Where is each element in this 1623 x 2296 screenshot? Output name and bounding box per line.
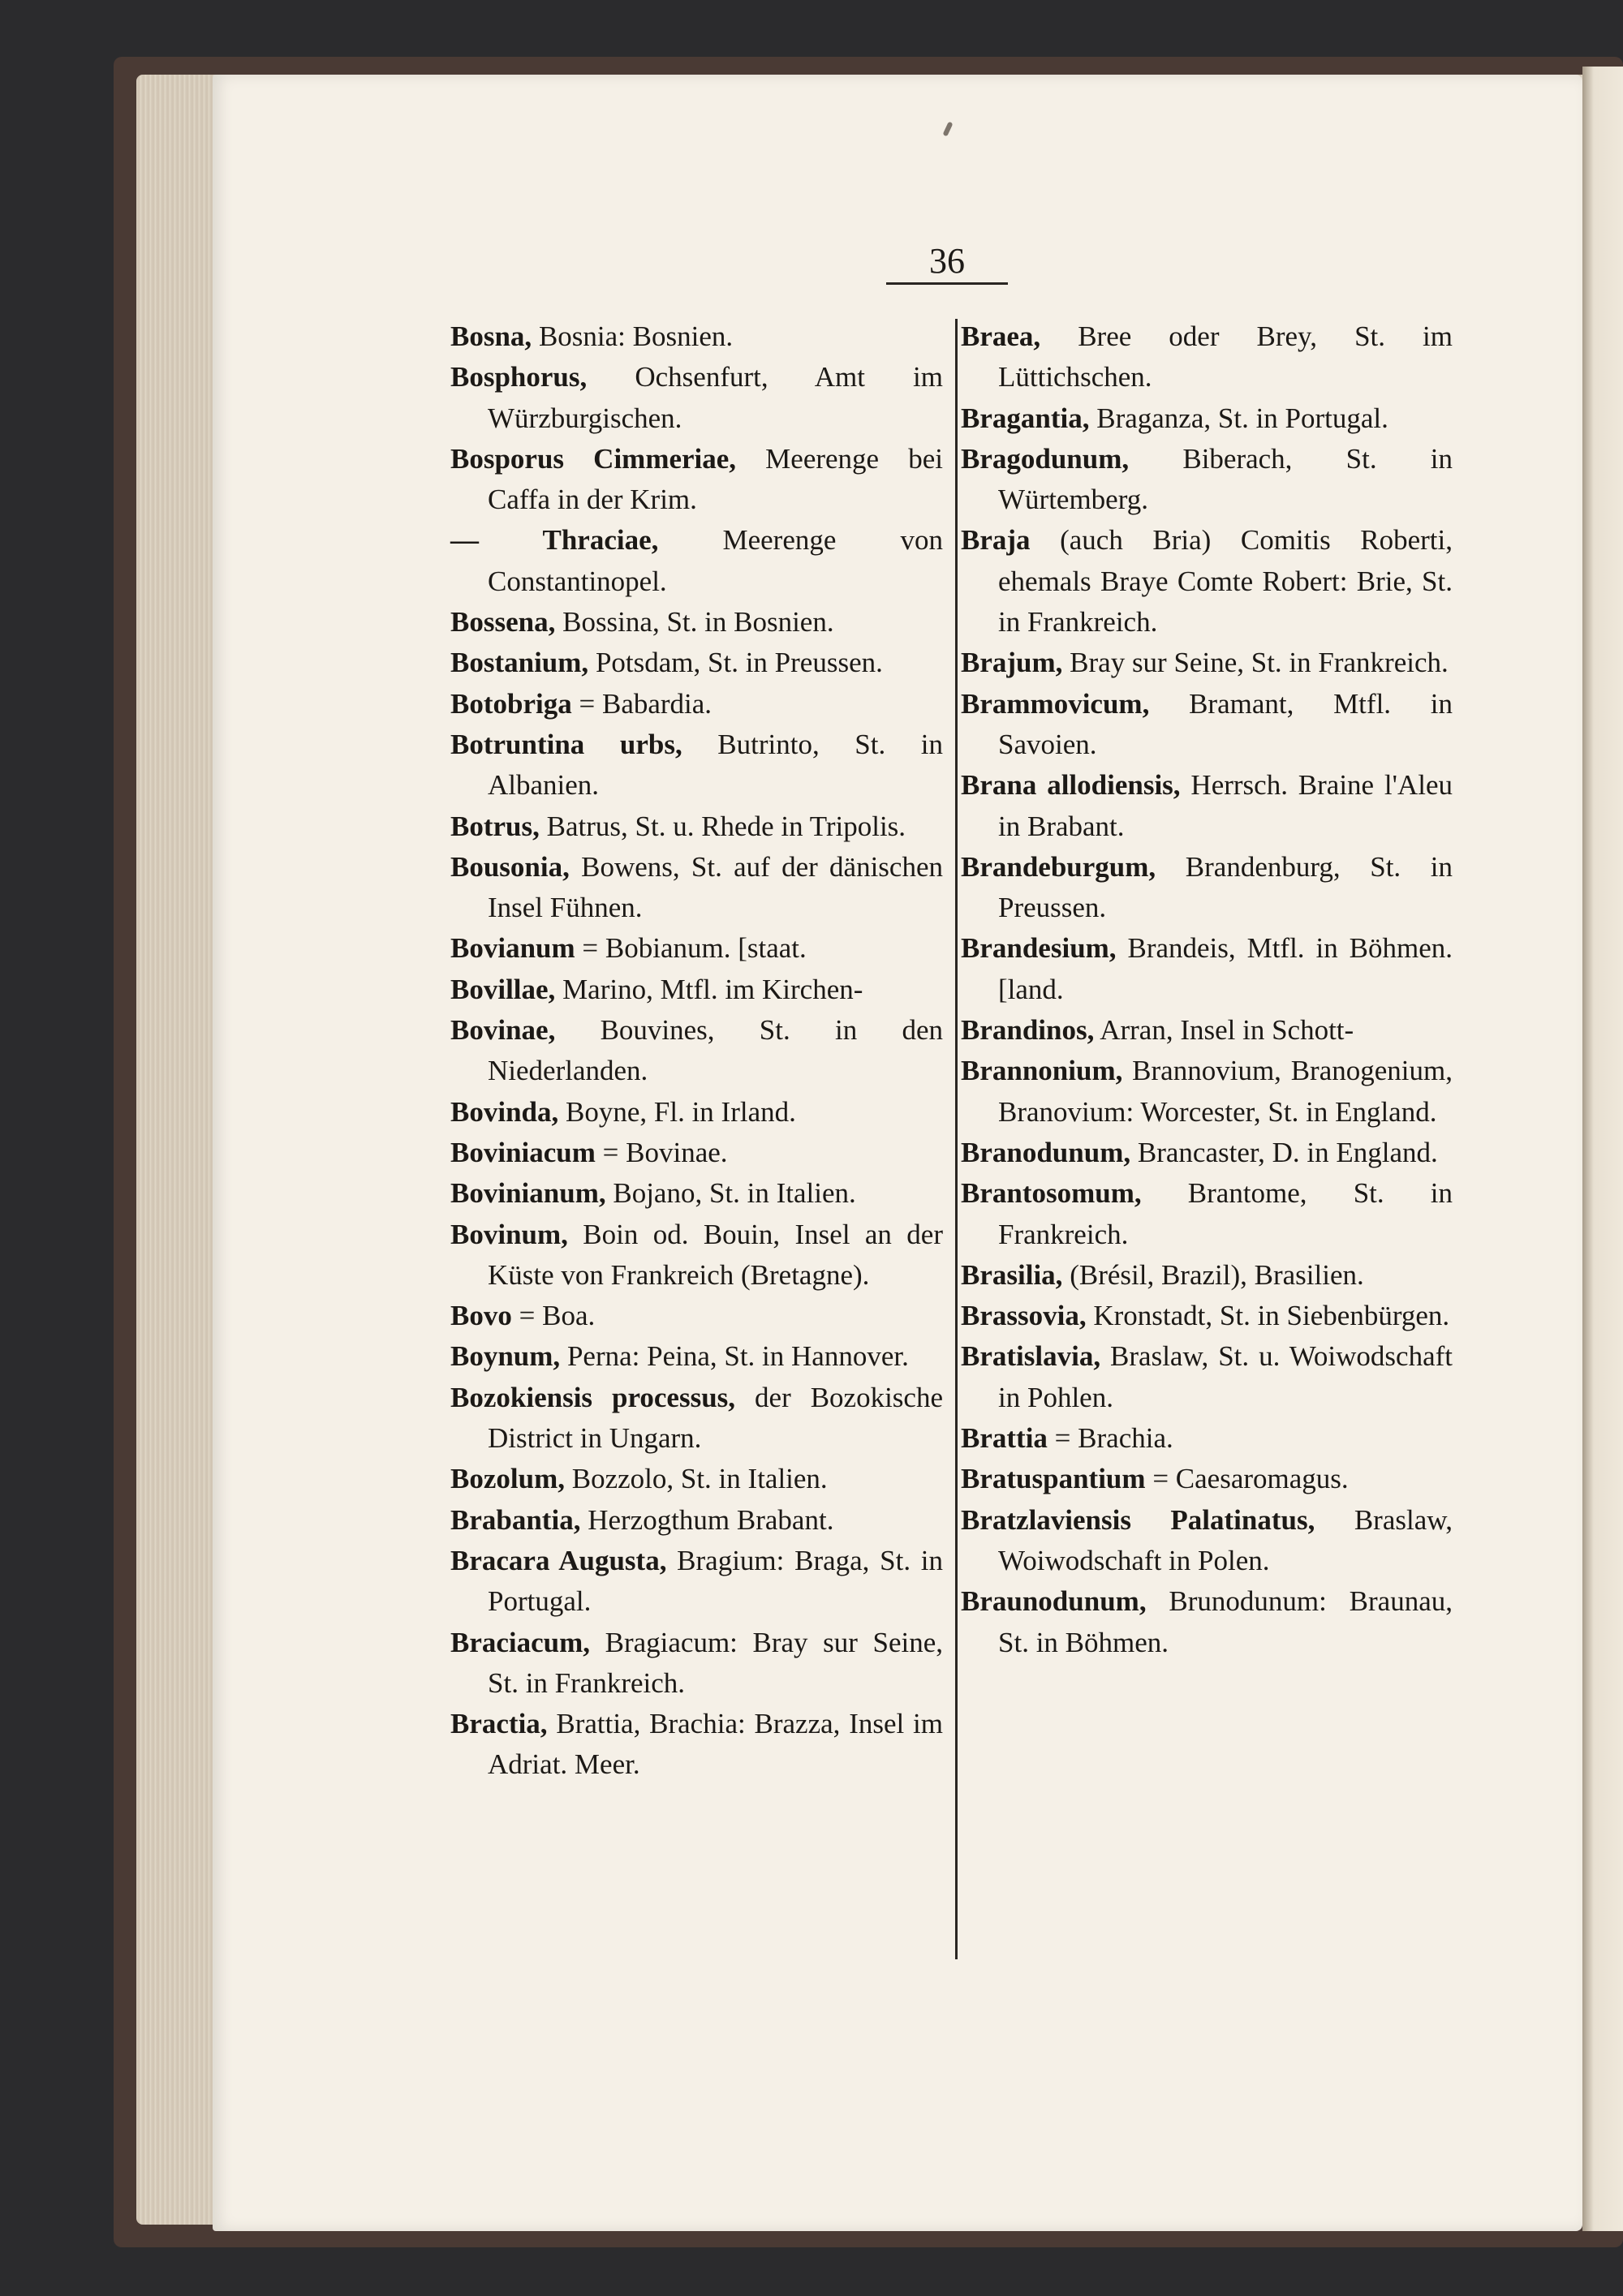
dictionary-entry <box>450 684 943 724</box>
dictionary-entry <box>450 1500 943 1541</box>
entry-headword: Bratzlaviensis Palatinatus, <box>961 1503 1315 1536</box>
entry-headword: Braunodunum, <box>961 1585 1147 1618</box>
column-divider <box>955 319 958 1959</box>
dictionary-entry <box>961 684 1453 766</box>
entry-definition: Brandeis, Mtfl. in Böhmen. [land. <box>998 932 1453 1005</box>
entry-definition: Bouvines, St. in den Niederlanden. <box>488 1014 943 1087</box>
dictionary-entry <box>450 928 943 969</box>
dictionary-entry <box>450 1010 943 1092</box>
entry-definition: Perna: Peina, St. in Hannover. <box>560 1340 909 1373</box>
entry-definition: Brannovium, Branogenium, Branovium: Worcester, St. in England. <box>998 1055 1453 1128</box>
dictionary-entry <box>961 1418 1453 1459</box>
entry-headword: Brandesium, <box>961 932 1117 965</box>
entry-definition: = Bovinae. <box>595 1136 728 1168</box>
entry-definition: Kronstadt, St. in Siebenbürgen. <box>1086 1300 1450 1332</box>
entry-definition: Bramant, Mtfl. in Savoien. <box>998 687 1453 760</box>
dictionary-entry <box>450 357 943 439</box>
entry-definition: Bozzolo, St. in Italien. <box>564 1463 828 1495</box>
dictionary-entry <box>450 1704 943 1786</box>
entry-headword: Brandeburgum, <box>961 850 1156 883</box>
entry-headword: Bousonia, <box>450 850 570 883</box>
entry-headword: Bovianum <box>450 932 575 965</box>
dictionary-entry <box>450 1092 943 1133</box>
entry-headword: Bovinum, <box>450 1218 568 1250</box>
dictionary-entry <box>450 1541 943 1623</box>
entry-definition: Brattia, Brachia: Brazza, Insel im Adriat. Meer. <box>488 1708 943 1781</box>
dictionary-entry <box>450 1133 943 1173</box>
entry-definition: Biberach, St. in Würtemberg. <box>998 442 1453 516</box>
dictionary-entry <box>450 724 943 806</box>
dictionary-entry <box>450 1336 943 1377</box>
entry-definition: der Bozokische District in Ungarn. <box>488 1381 943 1455</box>
entry-headword: Brasilia, <box>961 1258 1063 1291</box>
entry-definition: Boin od. Bouin, Insel an der Küste von Frankreich (Bretagne). <box>488 1218 943 1291</box>
entry-definition: Braslaw, Woiwodschaft in Polen. <box>998 1503 1453 1576</box>
entry-definition: Bowens, St. auf der dänischen Insel Fühnen. <box>488 850 943 924</box>
entry-definition: (auch Bria) Comitis Roberti, ehemals Braye Comte Robert: Brie, St. in Frankreich. <box>998 524 1453 638</box>
entry-headword: Brattia <box>961 1422 1048 1455</box>
dictionary-entry <box>961 928 1453 1010</box>
entry-definition: Braganza, St. in Portugal. <box>1089 402 1388 434</box>
dictionary-entry <box>961 1051 1453 1133</box>
entry-headword: Brannonium, <box>961 1055 1123 1087</box>
entry-definition: = Bobianum. [staat. <box>575 932 807 965</box>
dictionary-entry <box>450 1173 943 1214</box>
entry-definition: Herrsch. Braine l'Aleu in Brabant. <box>998 769 1453 842</box>
dictionary-entry <box>961 1255 1453 1296</box>
dictionary-entry <box>450 439 943 521</box>
entry-definition: Butrinto, St. in Albanien. <box>488 728 943 802</box>
dictionary-entry <box>961 520 1453 643</box>
entry-headword: Bovinianum, <box>450 1177 606 1210</box>
entry-headword: Bozokiensis processus, <box>450 1381 736 1413</box>
entry-definition: Brandenburg, St. in Preussen. <box>998 850 1453 924</box>
dictionary-entry <box>961 765 1453 847</box>
entry-headword: Bratislavia, <box>961 1340 1101 1373</box>
entry-headword: Bovinda, <box>450 1095 559 1128</box>
dictionary-entry <box>961 1010 1453 1051</box>
entry-headword: Boviniacum <box>450 1136 596 1168</box>
entry-headword: Bosporus Cimmeriae, <box>450 442 737 475</box>
entry-headword: Botrus, <box>450 810 540 842</box>
dictionary-entry <box>961 847 1453 929</box>
page-number: 36 <box>929 241 965 281</box>
page-number-rule <box>886 282 1008 285</box>
entry-definition: Arran, Insel in Schott- <box>1094 1014 1354 1047</box>
dictionary-entry <box>961 1173 1453 1255</box>
entry-definition: Bragium: Braga, St. in Portugal. <box>488 1544 943 1618</box>
entry-headword: Brammovicum, <box>961 687 1150 720</box>
entry-headword: Bracara Augusta, <box>450 1544 667 1576</box>
dictionary-entry <box>450 1378 943 1460</box>
entry-definition: Braslaw, St. u. Woiwodschaft in Pohlen. <box>998 1340 1453 1413</box>
entry-definition: Bojano, St. in Italien. <box>605 1177 856 1210</box>
dictionary-entry <box>450 970 943 1010</box>
dictionary-entry <box>961 1459 1453 1499</box>
dictionary-entry <box>450 1623 943 1705</box>
entry-definition: Bree oder Brey, St. im Lüttichschen. <box>998 320 1453 393</box>
dictionary-entry <box>961 1500 1453 1582</box>
entry-definition: Herzogthum Brabant. <box>580 1503 834 1536</box>
dictionary-entry <box>961 1581 1453 1663</box>
entry-definition: Meerenge von Constantinopel. <box>488 524 943 597</box>
entry-headword: Botobriga <box>450 687 572 720</box>
entry-definition: Brunodunum: Braunau, St. in Böhmen. <box>998 1585 1453 1658</box>
entry-definition: Bossina, St. in Bosnien. <box>555 606 834 638</box>
entry-definition: Marino, Mtfl. im Kirchen- <box>555 973 863 1005</box>
entry-headword: Bratuspantium <box>961 1463 1146 1495</box>
entry-definition: Boyne, Fl. in Irland. <box>558 1095 796 1128</box>
dictionary-entry <box>450 1459 943 1499</box>
facing-page-edge <box>1582 67 1623 2231</box>
dictionary-entry <box>961 439 1453 521</box>
entry-headword: Bragantia, <box>961 402 1090 434</box>
entry-headword: Brajum, <box>961 647 1063 679</box>
entry-headword: Bosphorus, <box>450 361 588 393</box>
entry-headword: — Thraciae, <box>450 524 659 557</box>
dictionary-entry <box>961 1133 1453 1173</box>
dictionary-entry <box>450 847 943 929</box>
entry-headword: Bovinae, <box>450 1014 556 1047</box>
entry-definition: = Boa. <box>511 1300 596 1332</box>
entry-definition: (Brésil, Brazil), Brasilien. <box>1062 1258 1364 1291</box>
entry-headword: Braea, <box>961 320 1041 352</box>
entry-headword: Botruntina urbs, <box>450 728 682 760</box>
entry-definition: Brantome, St. in Frankreich. <box>998 1177 1453 1250</box>
dictionary-entry <box>450 806 943 847</box>
entry-definition: Batrus, St. u. Rhede in Tripolis. <box>539 810 906 842</box>
entry-headword: Bosna, <box>450 320 532 352</box>
entry-headword: Branodunum, <box>961 1136 1131 1168</box>
entry-headword: Brana allodiensis, <box>961 769 1181 802</box>
entry-headword: Bossena, <box>450 606 556 638</box>
entry-definition: Ochsenfurt, Amt im Würzburgischen. <box>488 361 943 434</box>
dictionary-entry <box>450 316 943 357</box>
right-column <box>961 316 1453 1663</box>
dictionary-entry <box>450 1296 943 1336</box>
entry-definition: Potsdam, St. in Preussen. <box>588 647 883 679</box>
dictionary-entry <box>450 1215 943 1296</box>
entry-headword: Brantosomum, <box>961 1177 1142 1210</box>
dictionary-entry <box>961 643 1453 683</box>
dictionary-entry <box>450 643 943 683</box>
entry-definition: Meerenge bei Caffa in der Krim. <box>488 442 943 516</box>
entry-headword: Bostanium, <box>450 647 589 679</box>
entry-headword: Bovo <box>450 1300 512 1332</box>
entry-headword: Brassovia, <box>961 1300 1087 1332</box>
entry-headword: Bozolum, <box>450 1463 565 1495</box>
entry-headword: Braja <box>961 524 1031 557</box>
entry-headword: Bragodunum, <box>961 442 1130 475</box>
entry-definition: Brancaster, D. in England. <box>1130 1136 1438 1168</box>
entry-headword: Brandinos, <box>961 1014 1095 1047</box>
entry-headword: Bovillae, <box>450 973 556 1005</box>
entry-definition: = Caesaromagus. <box>1145 1463 1349 1495</box>
entry-definition: = Brachia. <box>1047 1422 1173 1455</box>
entry-definition: = Babardia. <box>571 687 712 720</box>
entry-headword: Boynum, <box>450 1340 561 1373</box>
entry-headword: Braciacum, <box>450 1626 591 1658</box>
entry-definition: Bray sur Seine, St. in Frankreich. <box>1062 647 1449 679</box>
dictionary-entry <box>961 1336 1453 1418</box>
dictionary-entry <box>961 1296 1453 1336</box>
entry-headword: Brabantia, <box>450 1503 581 1536</box>
dictionary-entry <box>450 602 943 643</box>
left-column <box>450 316 943 1786</box>
entry-definition: Bosnia: Bosnien. <box>532 320 734 352</box>
dictionary-entry <box>961 316 1453 398</box>
entry-headword: Bractia, <box>450 1708 548 1740</box>
dictionary-entry <box>450 520 943 602</box>
entry-definition: Bragiacum: Bray sur Seine, St. in Frankreich. <box>488 1626 943 1699</box>
dictionary-entry <box>961 398 1453 439</box>
